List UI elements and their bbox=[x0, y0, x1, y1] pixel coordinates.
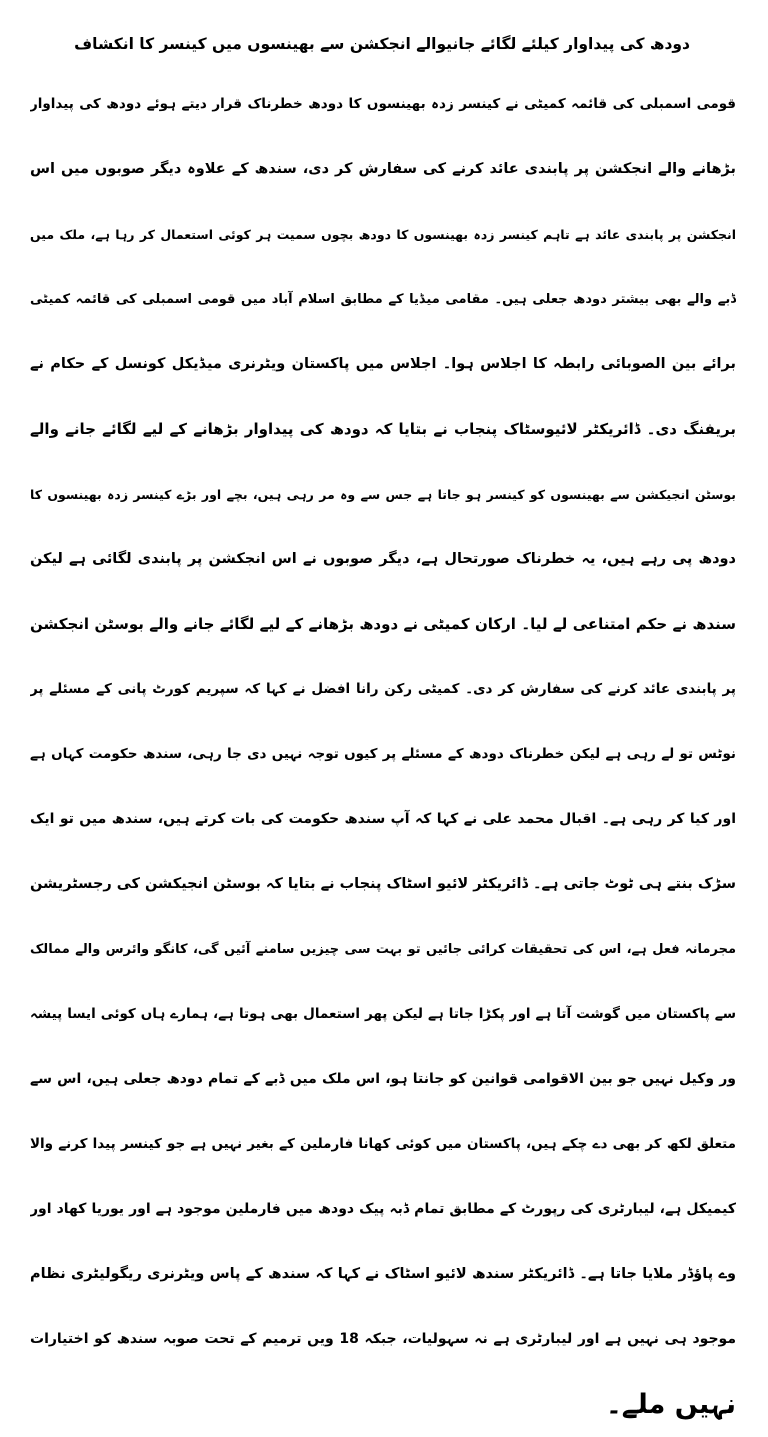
article-line: دودھ پی رہے ہیں، یہ خطرناک صورتحال ہے، دیگر صوبوں نے اس انجکشن پر پابندی لگائی ہے لیکن bbox=[30, 551, 736, 567]
article-line: قومی اسمبلی کی قائمہ کمیٹی نے کینسر زدہ بھینسوں کا دودھ خطرناک قرار دیتے ہوئے دودھ کی پیداوار bbox=[30, 96, 736, 112]
article-line: برائے بین الصوبائی رابطہ کا اجلاس ہوا۔ اجلاس میں پاکستان ویٹرنری میڈیکل کونسل کے حکام نے bbox=[30, 356, 736, 372]
headline: دودھ کی پیداوار کیلئے لگائے جانیوالے انجکشن سے بھینسوں میں کینسر کا انکشاف bbox=[74, 35, 690, 53]
article-line: وے پاؤڈر ملایا جاتا ہے۔ ڈائریکٹر سندھ لائیو اسٹاک نے کہا کہ سندھ کے پاس ویٹرنری ریگولیٹری نظام bbox=[30, 1266, 736, 1282]
article-line-last: نہیں ملے۔ bbox=[605, 1389, 736, 1420]
article-line: اور کیا کر رہی ہے۔ اقبال محمد علی نے کہا کہ آپ سندھ حکومت کی بات کرتے ہیں، سندھ میں تو ایک bbox=[30, 811, 736, 827]
article-line: ور وکیل نہیں جو بین الاقوامی قوانین کو جانتا ہو، اس ملک میں ڈبے کے تمام دودھ جعلی ہیں، اس سے bbox=[30, 1071, 736, 1087]
article-line: انجکشن پر پابندی عائد ہے تاہم کینسر زدہ بھینسوں کا دودھ بچوں سمیت ہر کوئی استعمال کر رہا ہے، ملک میں bbox=[30, 227, 736, 242]
article-line: سڑک بنتے ہی ٹوٹ جاتی ہے۔ ڈائریکٹر لائیو اسٹاک پنجاب نے بتایا کہ بوسٹن انجیکشن کی رجسٹریشن bbox=[30, 876, 736, 892]
article-line: نوٹس تو لے رہی ہے لیکن خطرناک دودھ کے مسئلے پر کیوں توجہ نہیں دی جا رہی، سندھ حکومت کہاں ہے bbox=[30, 746, 736, 762]
article-line: پر پابندی عائد کرنے کی سفارش کر دی۔ کمیٹی رکن رانا افضل نے کہا کہ سپریم کورٹ پانی کے مسئلے پر bbox=[30, 681, 736, 697]
article-line: بریفنگ دی۔ ڈائریکٹر لائیوسٹاک پنجاب نے بتایا کہ دودھ کی پیداوار بڑھانے کے لیے لگائے جانے والے bbox=[30, 420, 736, 438]
article-line: بوسٹن انجیکشن سے بھینسوں کو کینسر ہو جاتا ہے جس سے وہ مر رہی ہیں، بچے اور بڑے کینسر زدہ بھینسوں کا bbox=[30, 487, 736, 502]
article-line: موجود ہی نہیں ہے اور لیبارٹری ہے نہ سہولیات، جبکہ 18 ویں ترمیم کے تحت صوبہ سندھ کو اختیارات bbox=[30, 1331, 736, 1347]
article-line: بڑھانے والے انجکشن پر پابندی عائد کرنے کی سفارش کر دی، سندھ کے علاوہ دیگر صوبوں میں اس bbox=[30, 161, 736, 177]
article-line: ڈبے والے بھی بیشتر دودھ جعلی ہیں۔ مقامی میڈیا کے مطابق اسلام آباد میں قومی اسمبلی کی قائمہ کمیٹی bbox=[30, 292, 736, 307]
article-line: سندھ نے حکم امتناعی لے لیا۔ ارکان کمیٹی نے دودھ بڑھانے کے لیے لگائے جانے والے بوسٹن انجکشن bbox=[30, 615, 736, 633]
article-line: مجرمانہ فعل ہے، اس کی تحقیقات کرائی جائیں تو بہت سی چیزیں سامنے آئیں گی، کانگو وائرس والے ممالک bbox=[30, 942, 736, 957]
article-body bbox=[30, 72, 736, 1437]
article-line: متعلق لکھ کر بھی دے چکے ہیں، پاکستان میں کوئی کھانا فارملین کے بغیر نہیں ہے جو کینسر پیدا کرنے والا bbox=[30, 1136, 736, 1152]
article-line: کیمیکل ہے، لیبارٹری کی رپورٹ کے مطابق تمام ڈبہ پیک دودھ میں فارملین موجود ہے اور یوریا کھاد اور bbox=[30, 1201, 736, 1217]
article-line: سے پاکستان میں گوشت آتا ہے اور پکڑا جاتا ہے لیکن پھر استعمال بھی ہوتا ہے، ہمارے ہاں کوئی ایسا پیشہ bbox=[30, 1006, 736, 1022]
